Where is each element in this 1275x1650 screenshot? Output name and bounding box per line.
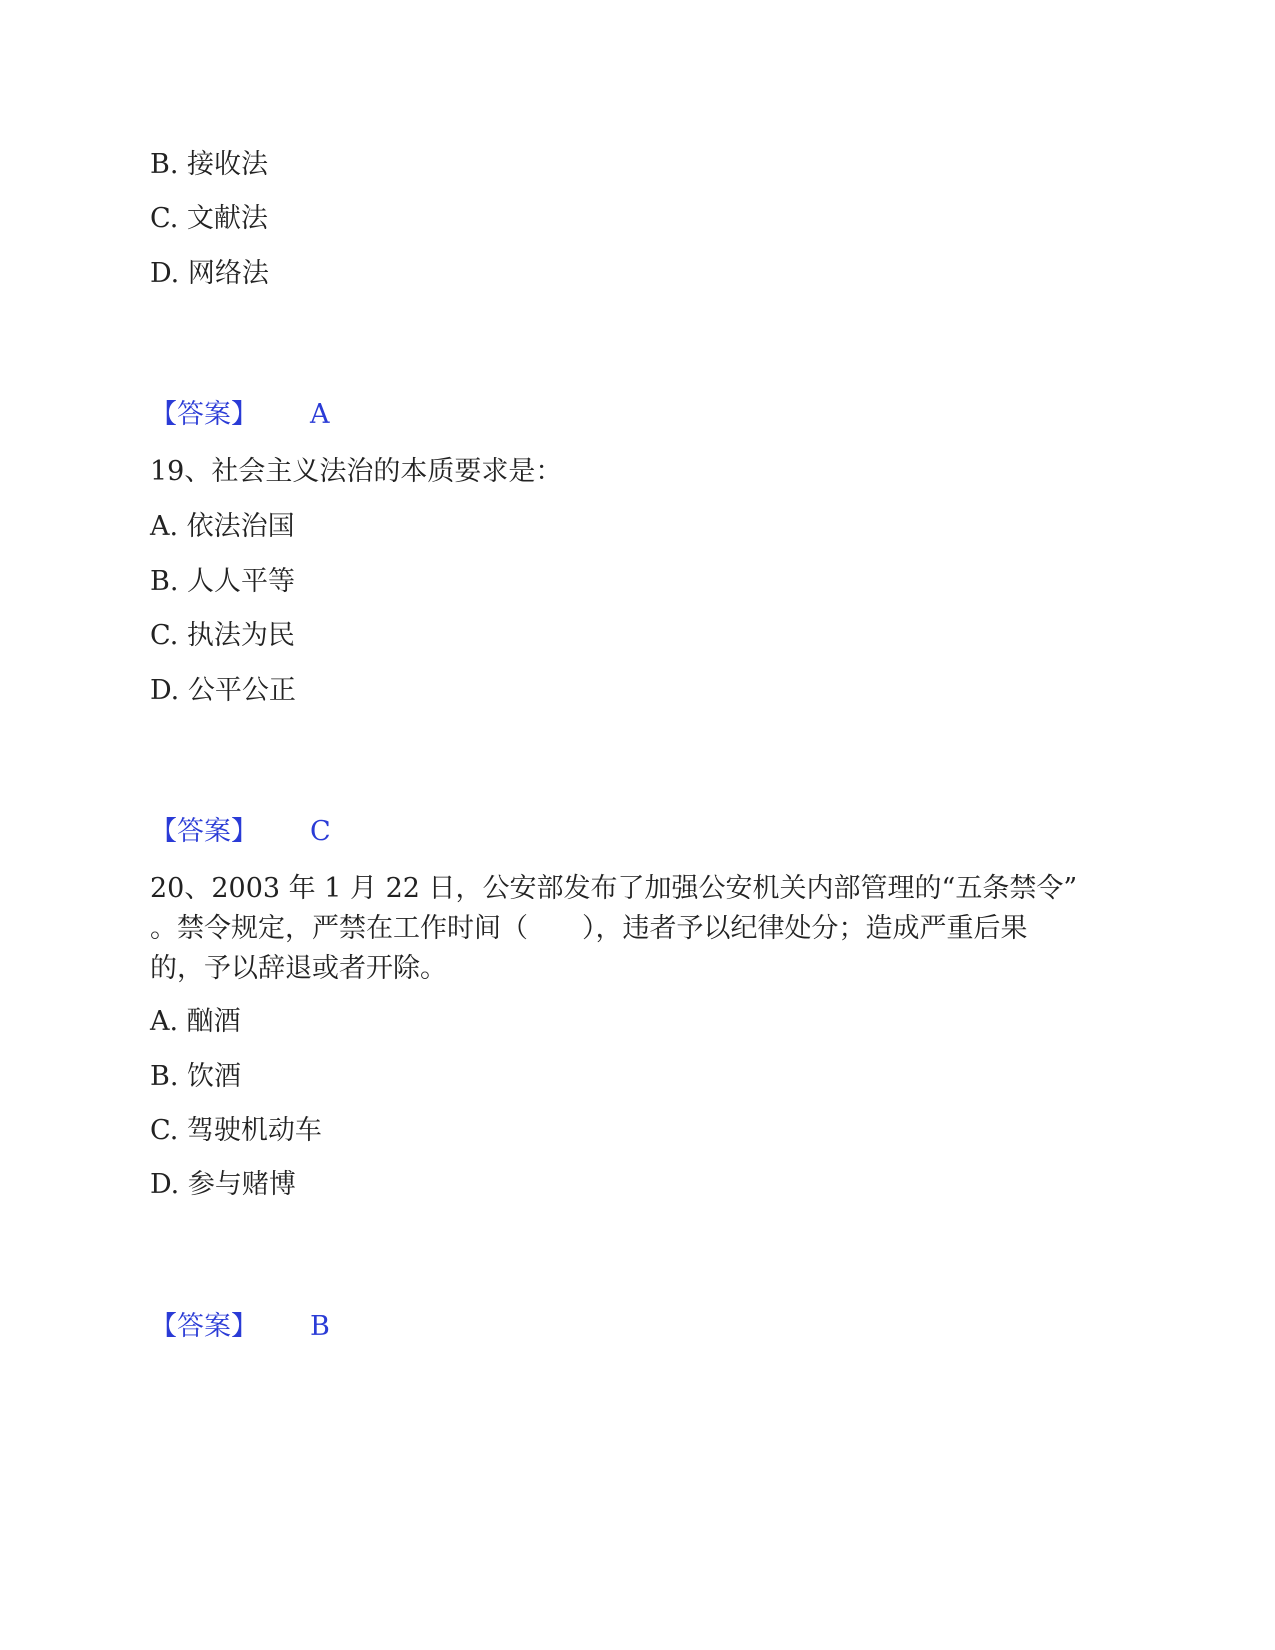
q20-option-a: A. 酗酒 [150,1006,241,1037]
q20-stem-line3: 的，予以辞退或者开除。 [150,953,447,984]
answer-label: 【答案】 [150,1311,258,1342]
q20-stem-line1: 20、2003 年 1 月 22 日，公安部发布了加强公安机关内部管理的“五条禁令” [150,873,1078,904]
answer-value: C [310,816,331,847]
q19-option-b: B. 人人平等 [150,566,296,597]
q19-option-c: C. 执法为民 [150,620,295,651]
answer-label: 【答案】 [150,816,258,847]
q20-option-b: B. 饮酒 [150,1061,242,1092]
q20-stem-line2: 。禁令规定，严禁在工作时间（ ），违者予以纪律处分；造成严重后果 [150,913,1028,944]
q18-answer [150,398,330,432]
answer-value: B [310,1311,330,1342]
answer-label: 【答案】 [150,399,258,430]
q19-option-a: A. 依法治国 [150,511,295,542]
q18-option-b: B. 接收法 [150,149,269,180]
answer-value: A [310,399,330,430]
q18-option-c: C. 文献法 [150,203,268,234]
q19-answer [150,815,331,849]
q19-stem: 19、社会主义法治的本质要求是： [150,456,563,487]
q20-option-c: C. 驾驶机动车 [150,1115,322,1146]
q19-option-d: D. 公平公正 [150,675,296,706]
q18-option-d: D. 网络法 [150,258,269,289]
q20-option-d: D. 参与赌博 [150,1169,296,1200]
q20-answer [150,1310,330,1344]
